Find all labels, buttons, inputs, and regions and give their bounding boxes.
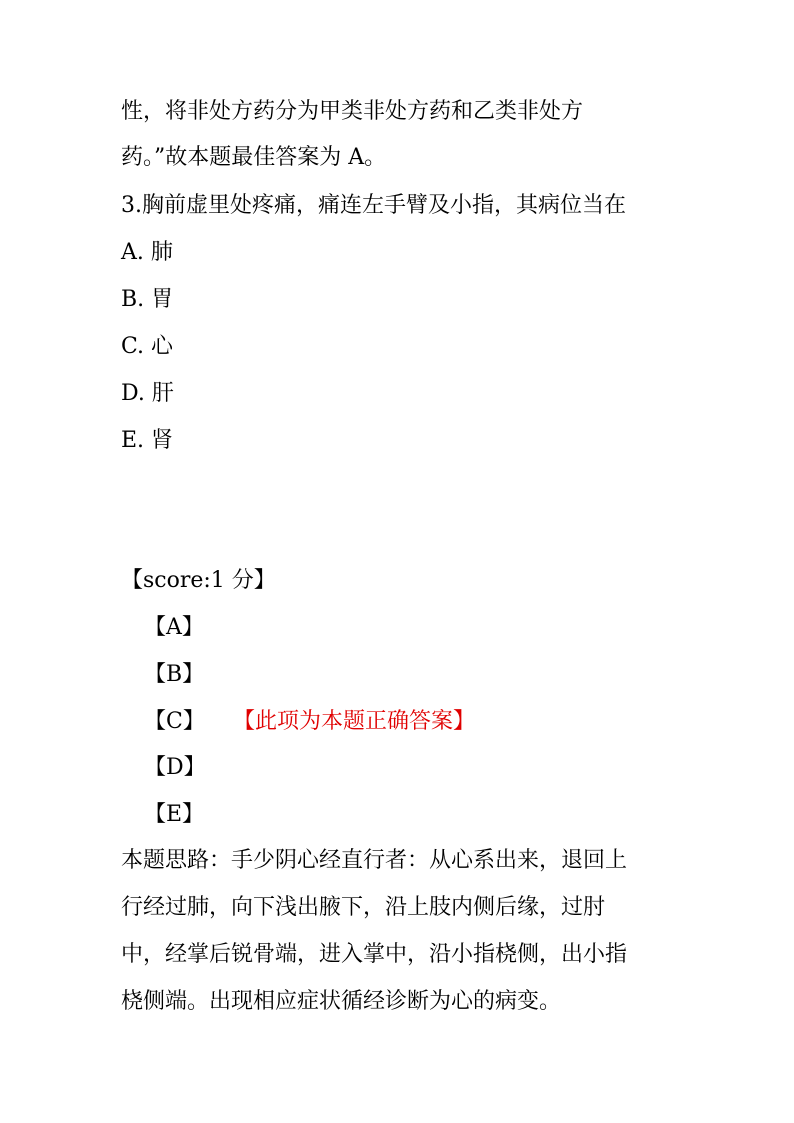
option-d: D. 肝 [121, 381, 174, 406]
option-e: E. 肾 [121, 428, 174, 453]
choice-d: 【D】 [144, 755, 206, 780]
score-label: 【score:1 分】 [121, 568, 276, 593]
question-text: 3.胸前虚里处疼痛，痛连左手臂及小指，其病位当在 [121, 193, 626, 218]
choice-c: 【C】 [144, 709, 205, 734]
explanation-line-2: 行经过肺，向下浅出腋下，沿上肢内侧后缘，过肘 [121, 895, 606, 920]
option-a: A. 肺 [121, 240, 173, 265]
choice-e: 【E】 [144, 802, 205, 827]
intro-line-2: 药。”故本题最佳答案为 A。 [121, 145, 387, 170]
explanation-line-4: 桡侧端。出现相应症状循经诊断为心的病变。 [121, 989, 562, 1014]
correct-answer-note: 【此项为本题正确答案】 [233, 709, 476, 734]
choice-a: 【A】 [144, 615, 204, 640]
choice-b: 【B】 [144, 662, 205, 687]
option-b: B. 胃 [121, 287, 174, 312]
explanation-line-3: 中，经掌后锐骨端，进入掌中，沿小指桡侧，出小指 [121, 942, 628, 967]
option-c: C. 心 [121, 334, 174, 359]
explanation-line-1: 本题思路：手少阴心经直行者：从心系出来，退回上 [121, 848, 628, 873]
intro-line-1: 性，将非处方药分为甲类非处方药和乙类非处方 [121, 99, 584, 124]
